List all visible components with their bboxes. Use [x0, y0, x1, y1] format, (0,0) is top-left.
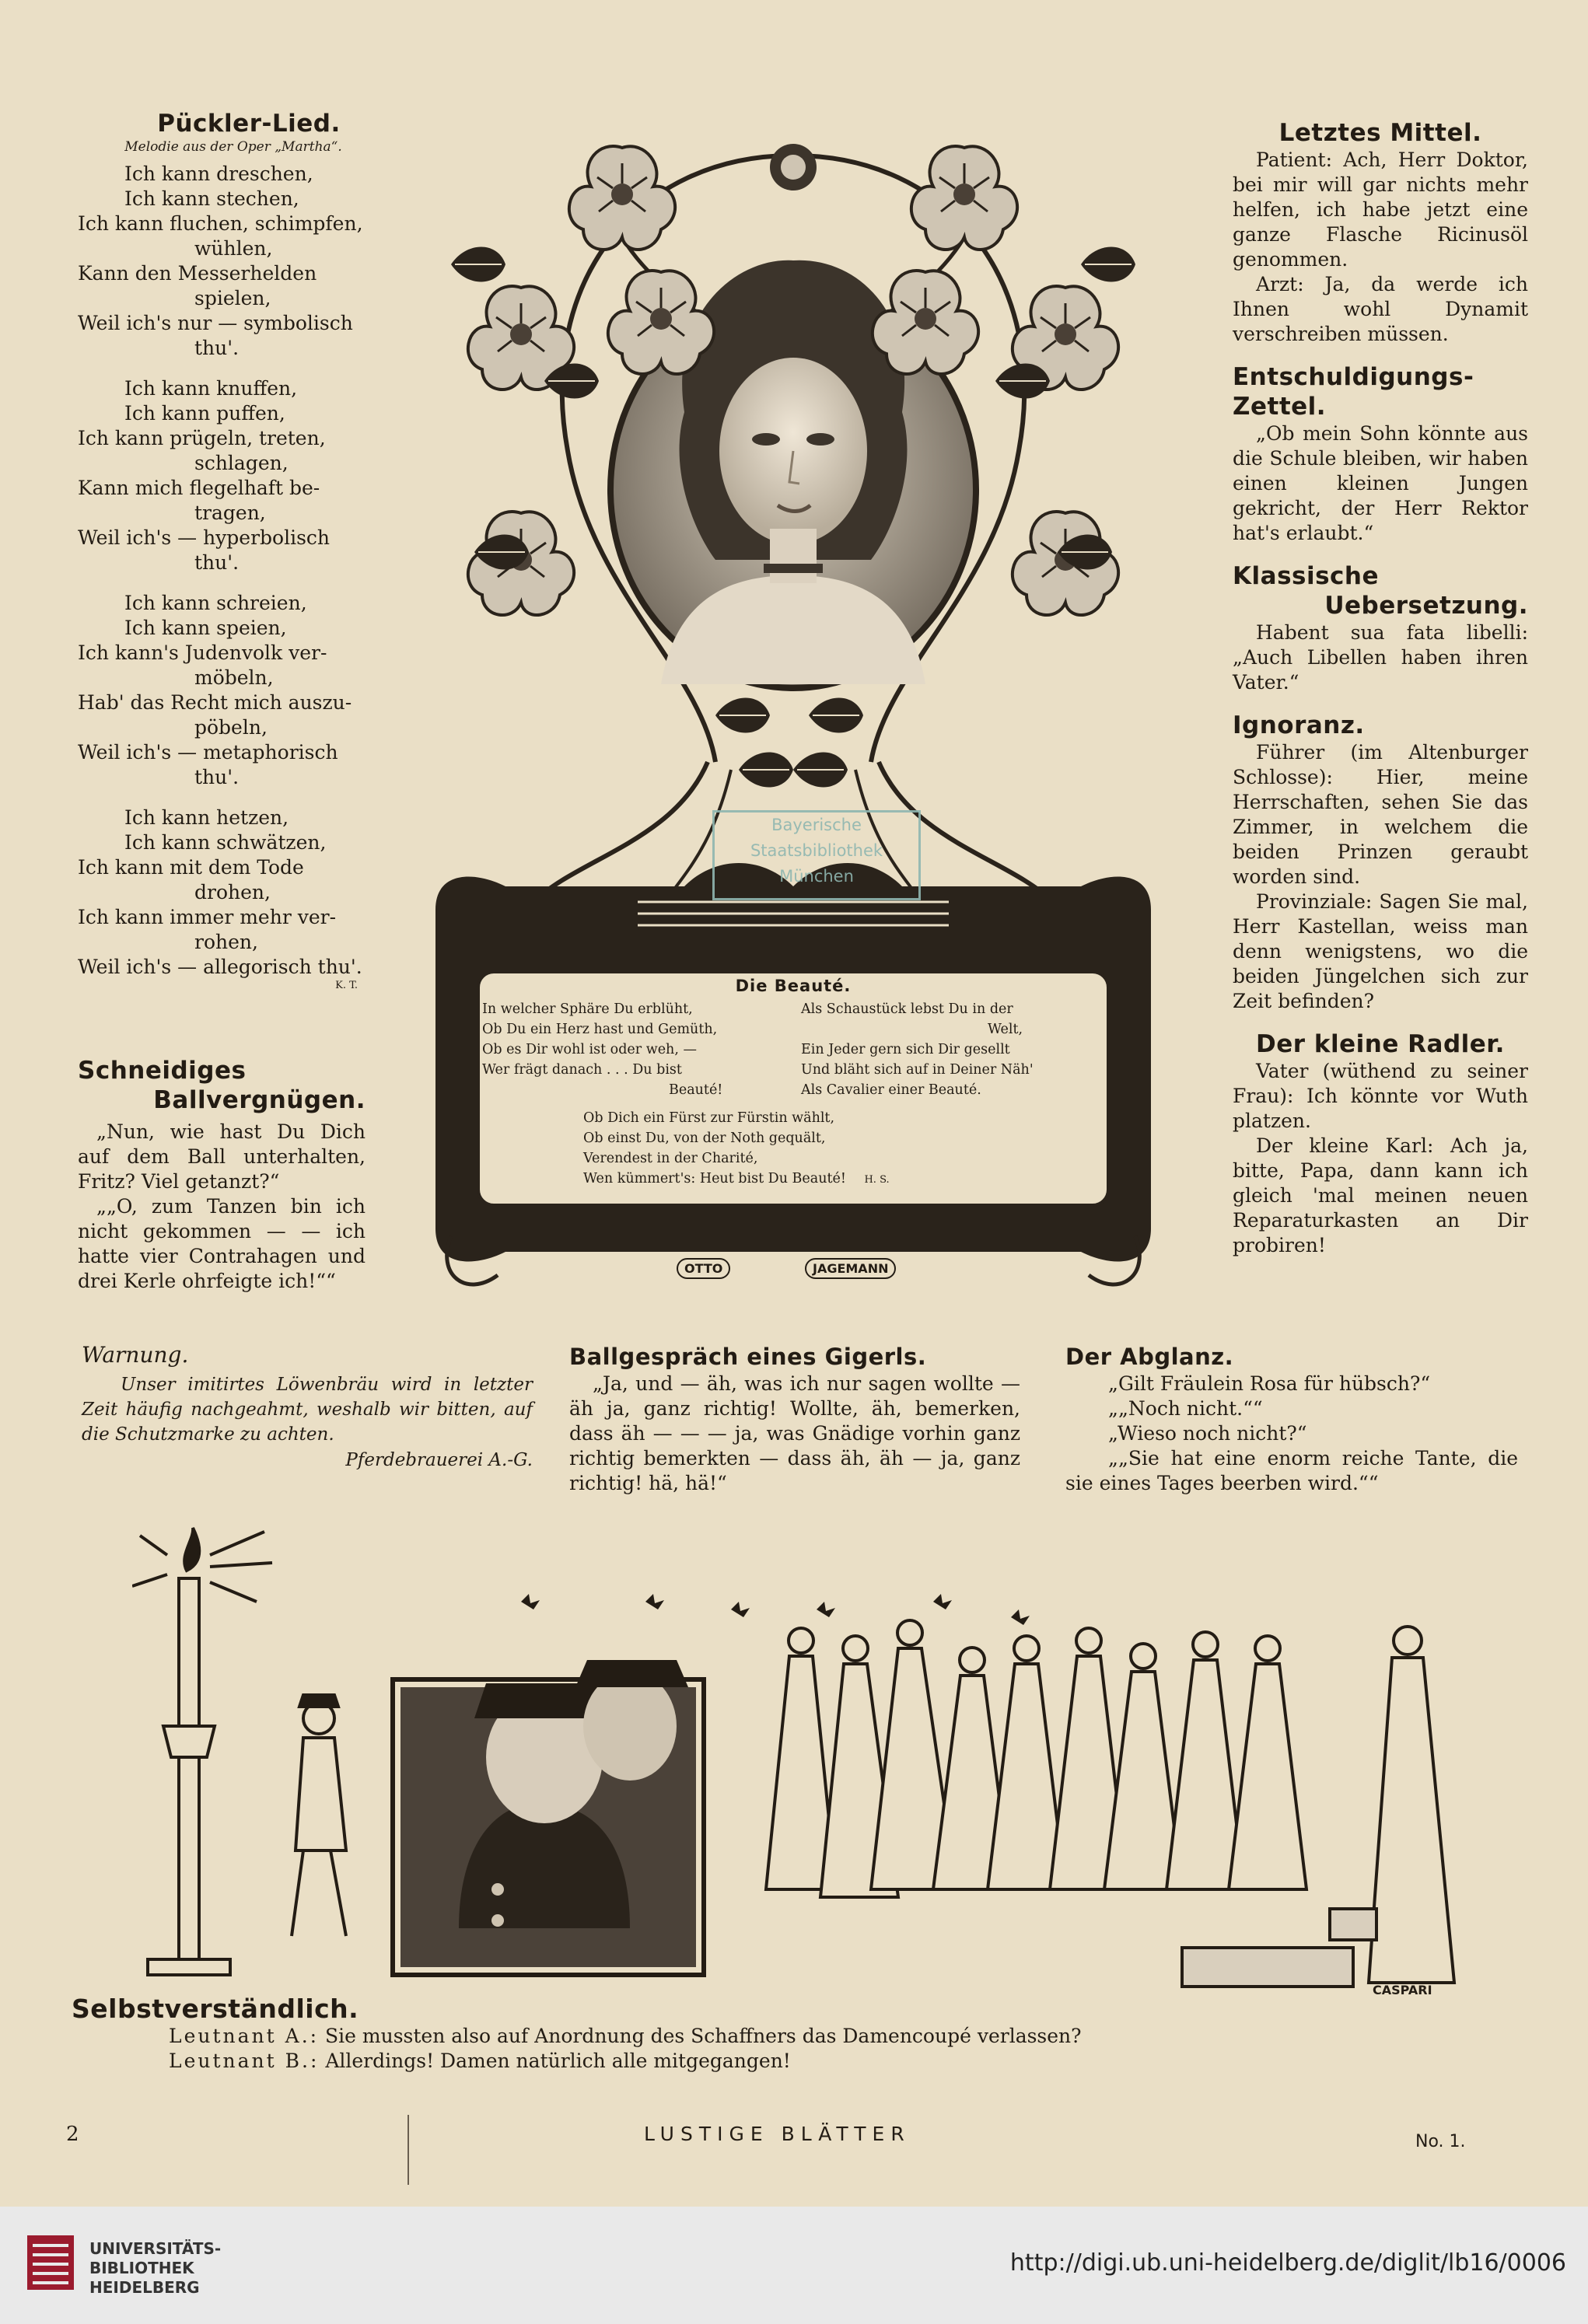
poem-line: schlagen, [194, 452, 289, 474]
issue-number: No. 1. [1415, 2132, 1466, 2151]
poem-line: Ich kann dreschen, [124, 163, 313, 185]
conductor-drawing [292, 1695, 346, 1936]
selbst-title: Selbstverständlich. [72, 1994, 359, 2024]
poem-line: Ich kann mit dem Tode [78, 856, 304, 879]
selbst-text: Sie mussten also auf Anordnung des Schaffners das Damencoupé verlassen? [325, 2025, 1082, 2047]
poem-line: Kann den Messerhelden [78, 262, 317, 285]
radler-para-2: Der kleine Karl: Ach ja, bitte, Papa, dann kann ich gleich 'mal meinen neuen Reparaturkasten an Dir probiren! [1233, 1134, 1528, 1256]
library-line: UNIVERSITÄTS- [89, 2239, 222, 2258]
artist-right: JAGEMANN [805, 1258, 896, 1279]
poem-line: tragen, [194, 501, 266, 524]
candle-drawing [132, 1528, 272, 1975]
right-column [1233, 118, 1528, 1258]
poem-line: Ich kann knuffen, [124, 377, 298, 400]
poem-line: thu'. [194, 337, 240, 359]
warnung-title: Warnung. [82, 1342, 189, 1368]
beaute-line: Verendest in der Charité, [583, 1151, 758, 1166]
poem-line: Weil ich's — allegorisch thu'. [78, 956, 362, 978]
radler-para-1: Vater (wüthend zu seiner Frau): Ich könnte vor Wuth platzen. [1233, 1060, 1528, 1132]
poem-line: Kann mich flegelhaft be- [78, 477, 320, 499]
library-line: BIBLIOTHEK [89, 2259, 194, 2277]
butterflies [521, 1594, 1030, 1625]
stanza [78, 162, 389, 361]
beaute-line: Als Cavalier einer Beauté. [801, 1082, 981, 1098]
ladies-procession [766, 1620, 1454, 1987]
beaute-grid [482, 999, 1104, 1100]
puckler-title: Pückler-Lied. [157, 110, 341, 138]
library-bar [0, 2207, 1588, 2324]
artist-signatures [677, 1261, 988, 1276]
ballgespraech-para: „Ja, und — äh, was ich nur sagen wollte — äh ja, ganz richtig! Wollte, äh, bemerken, dass äh — — — ja, was Gnädige vorhin ganz richtig bemerkten — dass äh, äh — ja, ganz richtig! hä, hä!“ [569, 1372, 1020, 1494]
schneidiges-title-1: Schneidiges [78, 1057, 247, 1085]
beaute-line: Ein Jeder gern sich Dir gesellt [801, 1042, 1010, 1057]
beaute-line: Ob es Dir wohl ist oder weh, — [482, 1042, 697, 1057]
train-cartoon [132, 1524, 1501, 2006]
poem-line: spielen, [194, 287, 271, 309]
poem-line: thu'. [194, 551, 240, 574]
poem-line: Ich kann puffen, [124, 402, 285, 425]
puckler-signature: K. T. [335, 980, 358, 991]
beaute-line: In welcher Sphäre Du erblüht, [482, 1001, 693, 1017]
page-footer [0, 2099, 1588, 2185]
warnung-para: Unser imitirtes Löwenbräu wird in letzter Zeit häufig nachgeahmt, weshalb wir bitten, auf die Schutzmarke zu achten. [82, 1375, 533, 1445]
footer-divider [407, 2115, 409, 2185]
stamp-line: Bayerische [771, 816, 862, 834]
klassische-title-1: Klassische [1233, 562, 1380, 590]
radler-title: Der kleine Radler. [1256, 1030, 1505, 1058]
poem-line: thu'. [194, 766, 240, 788]
beaute-poem [482, 976, 1104, 1209]
library-url[interactable]: http://digi.ub.uni-heidelberg.de/diglit/lb16/0006 [1009, 2249, 1566, 2277]
selbst-speaker: Leutnant A.: [169, 2025, 320, 2047]
poem-line: Ich kann fluchen, schimpfen, [78, 212, 363, 235]
abglanz-line: „Wieso noch nicht?“ [1108, 1422, 1307, 1445]
beaute-line: Beauté! [669, 1082, 723, 1098]
poem-line: Weil ich's — metaphorisch [78, 741, 338, 764]
letztes-para-2: Arzt: Ja, da werde ich Ihnen wohl Dynamit verschreiben müssen. [1233, 273, 1528, 345]
library-stamp [712, 810, 921, 900]
ignoranz-para-1: Führer (im Altenburger Schlosse): Hier, meine Herrschaften, sehen Sie das Zimmer, in welchem die beiden Prinzen geraubt worden sind. [1233, 741, 1528, 888]
poem-line: Ich kann's Judenvolk ver- [78, 641, 327, 664]
beaute-signature: H. S. [864, 1174, 890, 1186]
library-line: HEIDELBERG [89, 2278, 200, 2297]
puckler-subtitle: Melodie aus der Oper „Martha“. [124, 139, 342, 155]
poem-line: Ich kann schreien, [124, 592, 307, 614]
poem-line: Hab' das Recht mich auszu- [78, 691, 352, 714]
stamp-line: Staatsbibliothek [750, 841, 883, 860]
artist-left: OTTO [677, 1258, 730, 1279]
warnung-signature: Pferdebrauerei A.-G. [345, 1450, 533, 1470]
beaute-line: Ob einst Du, von der Noth gequält, [583, 1131, 826, 1146]
poem-line: rohen, [194, 931, 258, 953]
stanza [78, 806, 389, 980]
ignoranz-title: Ignoranz. [1233, 711, 1365, 739]
letztes-title: Letztes Mittel. [1278, 119, 1482, 147]
abglanz-line: „Gilt Fräulein Rosa für hübsch?“ [1108, 1372, 1431, 1395]
abglanz-line: „„Sie hat eine enorm reiche Tante, die sie eines Tages beerben wird.““ [1065, 1447, 1518, 1494]
warnung-section [82, 1342, 533, 1470]
poem-line: Ich kann stechen, [124, 187, 299, 210]
abglanz-line: „„Noch nicht.““ [1108, 1397, 1263, 1420]
poem-line: Weil ich's nur — symbolisch [78, 312, 353, 334]
selbst-speaker: Leutnant B.: [169, 2050, 320, 2072]
poem-line: Ich kann speien, [124, 617, 287, 639]
schneidiges-para-1: „Nun, wie hast Du Dich auf dem Ball unterhalten, Fritz? Viel getanzt?“ [78, 1120, 366, 1193]
selbst-section [72, 1994, 1238, 2074]
beaute-final-text: Wen kümmert's: Heut bist Du Beauté! [583, 1171, 846, 1186]
puckler-poem [78, 162, 389, 980]
schneidiges-section [78, 1056, 366, 1294]
library-logo-icon [23, 2231, 78, 2294]
beaute-title: Die Beauté. [735, 977, 852, 995]
ignoranz-para-2: Provinziale: Sagen Sie mal, Herr Kastellan, weiss man denn wenigstens, wo die beiden Jüngelchen sich zur Zeit befinden? [1233, 890, 1528, 1012]
selbst-line-1 [72, 2024, 1238, 2049]
schneidiges-title-2: Ballvergnügen. [153, 1086, 366, 1114]
ballgespraech-section [569, 1342, 1020, 1496]
poem-line: Ich kann hetzen, [124, 806, 289, 829]
stamp-line: München [779, 867, 854, 886]
beaute-line: Ob Dich ein Fürst zur Fürstin wählt, [583, 1110, 835, 1126]
klassische-para: Habent sua fata libelli: „Auch Libellen haben ihren Vater.“ [1233, 621, 1528, 694]
beaute-line: Als Schaustück lebst Du in der [801, 1001, 1013, 1017]
entschuldigung-para: „Ob mein Sohn könnte aus die Schule bleiben, wir haben einen kleinen Jungen gekricht, der Herr Rektor hat's erlaubt.“ [1233, 422, 1528, 544]
beaute-line: Welt, [988, 1022, 1023, 1037]
beaute-left [482, 999, 785, 1100]
poem-line: pöbeln, [194, 716, 268, 739]
caspari-signature: CASPARI [1373, 1983, 1432, 1997]
beaute-line [583, 1169, 1104, 1190]
ballgespraech-title: Ballgespräch eines Gigerls. [569, 1344, 927, 1370]
selbst-line-2 [72, 2049, 1238, 2074]
schneidiges-para-2: „„O, zum Tanzen bin ich nicht gekommen — — ich hatte vier Contrahagen und drei Kerle ohrfeigte ich!““ [78, 1195, 366, 1292]
stanza [78, 591, 389, 790]
abglanz-title: Der Abglanz. [1065, 1344, 1234, 1370]
page-number: 2 [66, 2123, 79, 2146]
stanza [78, 376, 389, 575]
poem-line: Ich kann schwätzen, [124, 831, 327, 854]
beaute-line: Und bläht sich auf in Deiner Näh' [801, 1062, 1034, 1078]
beaute-final [583, 1108, 1104, 1190]
library-name [89, 2239, 221, 2298]
poem-line: Ich kann immer mehr ver- [78, 906, 337, 928]
poem-line: möbeln, [194, 666, 274, 689]
beaute-line: Wer frägt danach . . . Du bist [482, 1062, 682, 1078]
beaute-line: Ob Du ein Herz hast und Gemüth, [482, 1022, 718, 1037]
letztes-para-1: Patient: Ach, Herr Doktor, bei mir will gar nichts mehr helfen, ich habe jetzt eine ganze Flasche Ricinusöl genommen. [1233, 149, 1528, 271]
poem-line: drohen, [194, 881, 271, 903]
klassische-title-2: Uebersetzung. [1324, 592, 1528, 620]
beaute-right [801, 999, 1104, 1100]
selbst-text: Allerdings! Damen natürlich alle mitgegangen! [325, 2050, 791, 2072]
poem-line: Weil ich's — hyperbolisch [78, 526, 331, 549]
entschuldigung-title: Entschuldigungs-Zettel. [1233, 363, 1474, 421]
puckler-section [78, 109, 389, 991]
officers-panel [393, 1660, 704, 1975]
abglanz-section [1065, 1342, 1518, 1496]
poem-line: wühlen, [194, 237, 273, 260]
poem-line: Ich kann prügeln, treten, [78, 427, 326, 449]
masthead: LUSTIGE BLÄTTER [644, 2123, 911, 2145]
